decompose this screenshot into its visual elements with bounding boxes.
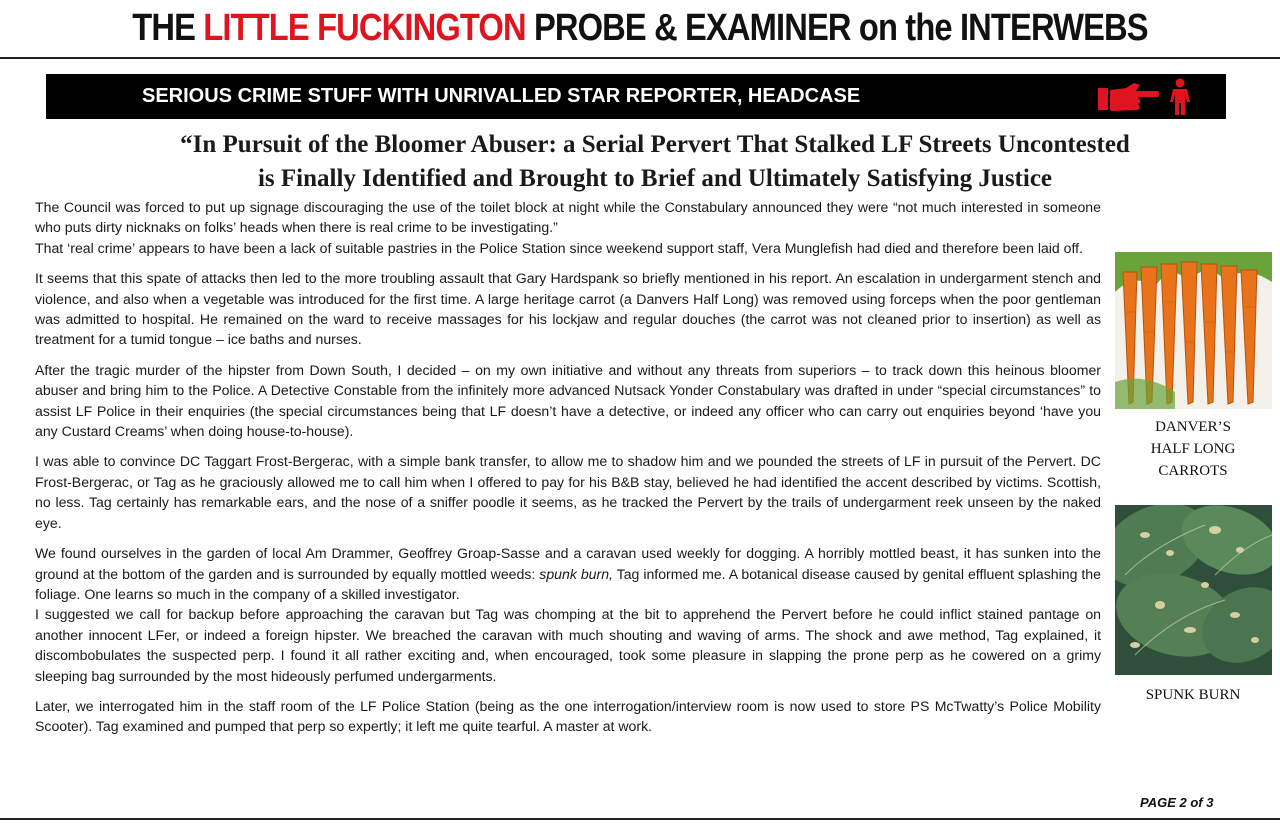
paragraph-2: It seems that this spate of attacks then led to the more troubling assault that Gary Hardspank so briefly mentioned in his report. An escalation in undergarment stench and violence, and also when a vegetable was introduced for the first time. A large heritage carrot (a Danvers Half Long) was removed using forceps when the poor gentleman was admitted to hospital. He remained on the ward to receive massages for his lockjaw and regular douches (the carrot was not cleaned prior to insertion) as well as treatment for a tumid tongue – ice baths and nurses. <box>35 270 1101 348</box>
masthead-part-1: THE <box>132 7 204 49</box>
paragraph-5-end: Tag informed me. A botanical disease caused by genital effluent splashing the foliage. One learns so much in the company of a skilled investigator. <box>35 565 1101 602</box>
carrots-caption-line-3: CARROTS <box>1158 463 1228 479</box>
carrots-caption-line-2: HALF LONG <box>1150 441 1236 457</box>
headline-line-1: “In Pursuit of the Bloomer Abuser: a Serial Pervert That Stalked LF Streets Uncontested <box>180 131 1130 158</box>
pointing-hand-icon <box>1096 80 1160 114</box>
page-number: PAGE 2 of 3 <box>1140 795 1214 810</box>
person-icon <box>1164 78 1196 116</box>
paragraph-6: I suggested we call for backup before approaching the caravan but Tag was chomping at the bit to apprehend the Pervert before he could inflict stained pantage on another innocent LFer, or indeed a foreign hipster. We breached the caravan with much shouting and waving of arms. The shock and awe method, Tag explained, it discombobulates the suspected perp. I found it all rather exciting and, when encouraged, took some pleasure in slapping the prone perp as he cowered on a grimy sleeping bag surrounded by the most hideously perfumed undergarments. <box>35 606 1101 684</box>
spinach-photo <box>1115 505 1272 675</box>
paragraph-1: The Council was forced to put up signage discouraging the use of the toilet block at night while the Constabulary announced they were “not much interested in someone who puts dirty nicknaks on folks’ heads when there is real crime to be investigating.” <box>35 199 1101 236</box>
paragraph-5-start: We found ourselves in the garden of local Am Drammer, Geoffrey Groap-Sasse and a caravan used weekly for dogging. A horribly mottled beast, it has sunken into the ground at the bottom of the garden and is surrounded by equally mottled weeds: <box>35 545 1101 582</box>
article-body <box>35 197 1101 747</box>
article-headline <box>140 128 1170 196</box>
headline-line-2: is Finally Identified and Brought to Brief and Ultimately Satisfying Justice <box>257 165 1053 192</box>
section-banner-text: SERIOUS CRIME STUFF WITH UNRIVALLED STAR REPORTER, HEADCASE <box>142 85 861 107</box>
paragraph-5-italic: spunk burn, <box>539 565 613 582</box>
paragraph-3: After the tragic murder of the hipster from Down South, I decided – on my own initiative and without any threats from superiors – to track down this heinous bloomer abuser and bring him to the Police. A Detective Constable from the infinitely more advanced Nutsack Yonder Constabulary was drafted in under “special circumstances” to assist LF Police in their enquiries (the special circumstances being that LF doesn’t have a detective, or indeed any officer who can carry out enquiries beyond ‘have you any Custard Creams’ when doing house-to-house). <box>35 361 1101 440</box>
footer-divider <box>0 818 1280 820</box>
paragraph-4: I was able to convince DC Taggart Frost-Bergerac, with a simple bank transfer, to allow me to shadow him and we pounded the streets of LF in pursuit of the Pervert. DC Frost-Bergerac, or Tag as he graciously allowed me to call him when I offered to pay for his B&B stay, believed he had identified the accent described by victims. Scottish, no less. Tag certainly has remarkable ears, and the nose of a sniffer poodle it seems, as he tracked the Pervert by the trails of undergarment reek unseen by the naked eye. <box>35 453 1101 531</box>
carrots-caption <box>1108 416 1278 482</box>
spinach-caption-line-1: SPUNK BURN <box>1145 687 1241 703</box>
carrots-caption-line-1: DANVER’S <box>1155 419 1231 435</box>
carrots-photo <box>1115 252 1272 409</box>
paragraph-5 <box>35 543 1101 604</box>
masthead-town-name: LITTLE FUCKINGTON <box>203 7 526 49</box>
masthead-title <box>90 4 1191 52</box>
section-banner <box>46 74 1226 119</box>
masthead-divider <box>0 57 1280 59</box>
paragraph-7: Later, we interrogated him in the staff room of the LF Police Station (being as the one interrogation/interview room is now used to store PS McTwatty’s Police Mobility Scooter). Tag examined and pumped that perp so expertly; it left me quite tearful. A master at work. <box>35 697 1101 735</box>
masthead-part-3: PROBE & EXAMINER on the INTERWEBS <box>525 7 1148 49</box>
spinach-caption <box>1108 684 1278 706</box>
paragraph-1b: That ‘real crime’ appears to have been a lack of suitable pastries in the Police Station since weekend support staff, Vera Munglefish had died and therefore been laid off. <box>35 239 1084 256</box>
